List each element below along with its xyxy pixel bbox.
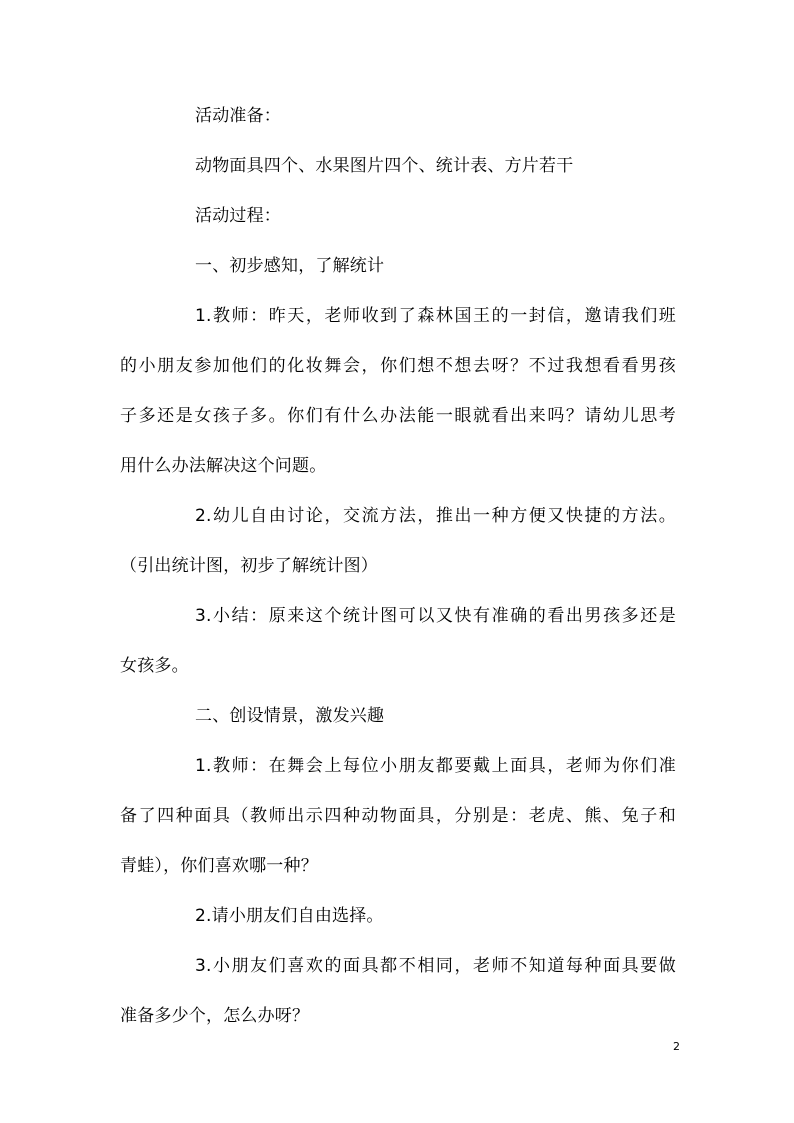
paragraph-line: 备了四种面具（教师出示四种动物面具，分别是：老虎、熊、兔子和 — [120, 806, 676, 826]
paragraph-line: （引出统计图，初步了解统计图） — [120, 556, 378, 576]
page-number: 2 — [673, 1040, 680, 1053]
paragraph-line: 用什么办法解决这个问题。 — [120, 456, 327, 476]
paragraph-line: 3.小朋友们喜欢的面具都不相同，老师不知道每种面具要做 — [195, 956, 676, 976]
paragraph-line: 1.教师：昨天，老师收到了森林国王的一封信，邀请我们班 — [195, 306, 676, 326]
document-body — [120, 91, 676, 1041]
paragraph-line: 2.幼儿自由讨论，交流方法，推出一种方便又快捷的方法。 — [195, 506, 676, 526]
paragraph-line: 1.教师：在舞会上每位小朋友都要戴上面具，老师为你们准 — [195, 756, 676, 776]
paragraph-line: 女孩多。 — [120, 656, 189, 676]
materials-text: 动物面具四个、水果图片四个、统计表、方片若干 — [195, 156, 574, 176]
paragraph-line: 2.请小朋友们自由选择。 — [195, 906, 384, 926]
paragraph-line: 3.小结：原来这个统计图可以又快有准确的看出男孩多还是 — [195, 606, 676, 626]
section-heading-2: 二、创设情景，激发兴趣 — [195, 706, 385, 726]
paragraph-line: 准备多少个，怎么办呀？ — [120, 1006, 310, 1026]
section-label-preparation: 活动准备： — [195, 106, 281, 126]
section-label-process: 活动过程： — [195, 206, 281, 226]
paragraph-line: 子多还是女孩子多。你们有什么办法能一眼就看出来吗？请幼儿思考 — [120, 406, 676, 426]
paragraph-line: 青蛙），你们喜欢哪一种？ — [120, 856, 318, 876]
paragraph-line: 的小朋友参加他们的化妆舞会，你们想不想去呀？不过我想看看男孩 — [120, 356, 676, 376]
section-heading-1: 一、初步感知，了解统计 — [195, 256, 385, 276]
